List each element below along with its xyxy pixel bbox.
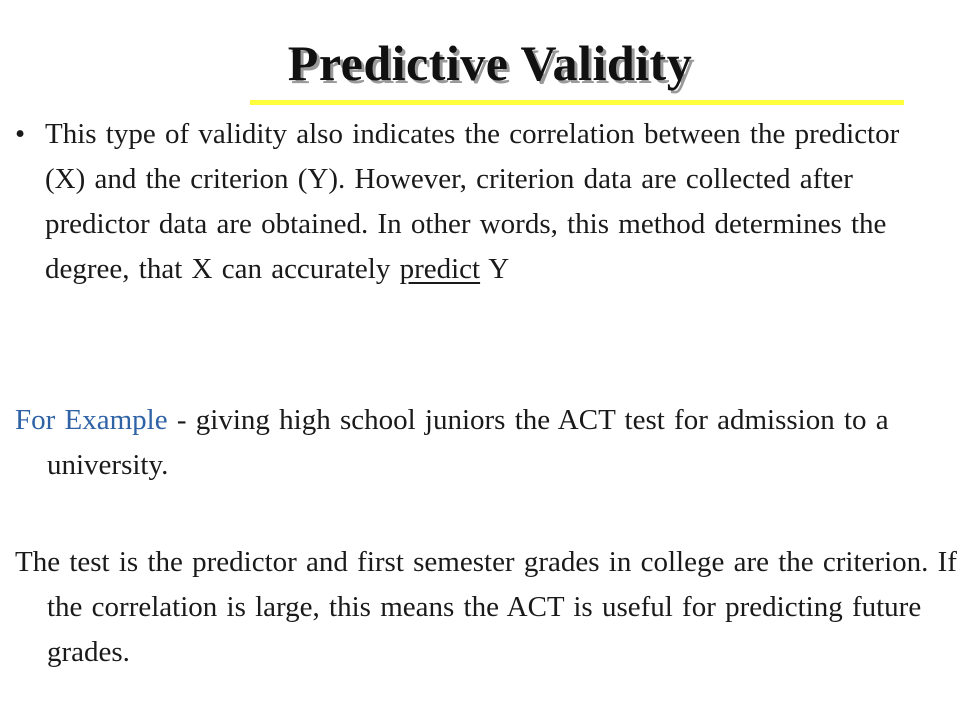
- bullet-text-after: Y: [480, 253, 510, 285]
- underlined-predict: predict: [399, 253, 481, 285]
- criterion-paragraph: The test is the predictor and first semester grades in college are the criterion. If the correlation is large, this means the ACT is useful for predicting future grades.: [15, 546, 957, 668]
- example-text: - giving high school juniors the ACT test for admission to a university.: [47, 404, 889, 481]
- bullet-text-before: This type of validity also indicates the correlation between the predictor (X) and the criterion (Y). However, criterion data are collected after predictor data are obtained. In other words, this method determines the degree, that X can accurately: [45, 118, 900, 285]
- example-paragraph: [15, 398, 960, 488]
- slide-title: Predictive Validity: [287, 35, 693, 91]
- title-underline-rule: [250, 100, 904, 105]
- bullet-icon: •: [15, 118, 26, 150]
- bullet-paragraph: [15, 112, 945, 292]
- bullet-text: [45, 112, 945, 292]
- example-lead: For Example: [15, 404, 168, 436]
- bullet-row: [15, 112, 945, 292]
